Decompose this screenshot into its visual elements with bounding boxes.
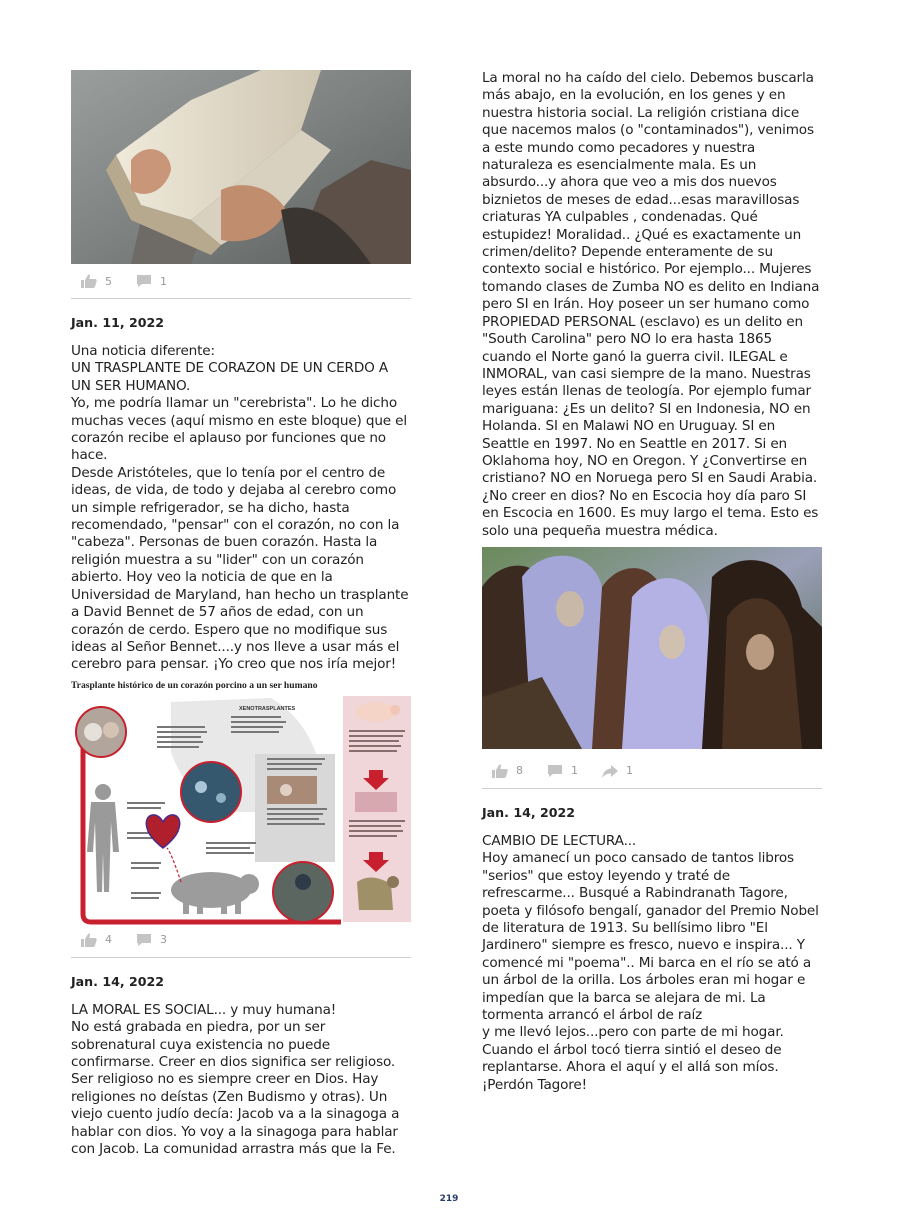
post-body: Una noticia diferente: UN TRASPLANTE DE CORAZON DE UN CERDO A UN SER HUMANO. Yo, me podría llamar un "cerebrista". Lo he dicho muchas veces (aquí mismo en este bloque) que el corazón recibe el aplauso por funciones que no hace. Desde Aristóteles, que lo tenía por el centro de ideas, de vida, de todo y dejaba al cerebro como un simple refrigerador, se ha dicho, hasta recomendado, "pensar" con el corazón, no con la "cabeza". Personas de buen corazón. Hasta la religión muestra a su "lider" con un corazón abierto. Hoy veo la noticia de que en la Universidad de Maryland, han hecho un trasplante a David Bennet de 57 años de edad, con un corazón de cerdo. Espero que no modifique sus ideas al Señor Bennet....y nos lleve a usar más el cerebro para pensar. ¡Yo creo que nos iría mejor! — [71, 343, 409, 673]
share-arrow-icon — [602, 764, 618, 778]
thumbs-up-icon — [81, 274, 97, 288]
comment-count: 3 — [160, 933, 167, 947]
post-date: Jan. 14, 2022 — [482, 804, 576, 820]
share-count: 1 — [626, 764, 633, 778]
like-count: 4 — [105, 933, 112, 947]
comment-group[interactable] — [136, 274, 167, 288]
book-photo — [71, 70, 411, 264]
infographic-title: Trasplante histórico de un corazón porcino a un ser humano — [71, 679, 318, 691]
comment-group[interactable] — [136, 933, 167, 947]
pig-heart-infographic — [71, 680, 411, 926]
page-number: 219 — [439, 1194, 459, 1204]
veiled-women-photo — [482, 547, 822, 749]
thumbs-up-icon — [492, 764, 508, 778]
post-body-continuation: La moral no ha caído del cielo. Debemos buscarla más abajo, en la evolución, en los genes y en nuestra historia social. La religión cristiana dice que nacemos malos (o "contaminados"), venimos a este mundo como pecadores y nuestra naturaleza es esencialmente mala. Es un absurdo...y ahora que veo a mis dos nuevos biznietos de meses de edad...esas maravillosas criaturas YA culpables , condenadas. Qué estupidez! Moralidad.. ¿Qué es exactamente un crimen/delito? Depende enteramente de su contexto social e histórico. Por ejemplo... Mujeres tomando clases de Zumba NO es delito en Indiana pero SI en Irán. Hoy poseer un ser humano como PROPIEDAD PERSONAL (esclavo) es un delito en "South Carolina" pero NO lo era hasta 1865 cuando el Norte ganó la guerra civil. ILEGAL e INMORAL, van casi siempre de la mano. Nuestras leyes están llenas de teología. Por ejemplo fumar mariguana: ¿Es un delito? SI en Indonesia, NO en Holanda. SI en Malawi NO en Uruguay. SI en Seattle en 1997. No en Seattle en 2017. Si en Oklahoma hoy, NO en Oregon. Y ¿Convertirse en cristiano? NO en Noruega pero SI en Saudi Arabia. ¿No creer en dios? No en Escocia hoy día paro SI en Escocia en 1600. Es muy largo el tema. Esto es solo una pequeña muestra médica. — [482, 70, 820, 539]
like-count: 5 — [105, 274, 112, 288]
thumbs-up-icon — [81, 933, 97, 947]
xeno-heading: XENOTRASPLANTES — [239, 705, 296, 712]
infographic-graphics — [71, 692, 411, 926]
post-action-bar — [81, 271, 411, 291]
comment-icon — [136, 933, 152, 947]
book-illustration — [71, 70, 411, 264]
post-date: Jan. 11, 2022 — [71, 315, 165, 330]
right-column — [482, 70, 822, 1094]
share-group[interactable] — [602, 764, 633, 778]
comment-group[interactable] — [547, 764, 578, 778]
left-column — [71, 70, 411, 1158]
post-body: LA MORAL ES SOCIAL... y muy humana! No está grabada en piedra, por un ser sobrenatural cuya existencia no puede confirmarse. Creer en dios significa ser religioso. Ser religioso no es siempre creer en Dios. Hay religiones no deístas (Zen Budismo y otras). Un viejo cuento judío decía: Jacob va a la sinagoga a hablar con dios. Yo voy a la sinagoga para hablar con Jacob. La comunidad arrastra más que la Fe. — [71, 1001, 400, 1157]
post-action-bar — [81, 930, 411, 950]
separator — [71, 298, 411, 299]
comment-icon — [547, 764, 563, 778]
like-group[interactable] — [81, 933, 112, 947]
veiled-women-illustration — [482, 547, 822, 749]
separator — [71, 957, 411, 958]
separator — [482, 788, 822, 789]
comment-count: 1 — [571, 764, 578, 778]
post-body: CAMBIO DE LECTURA... Hoy amanecí un poco cansado de tantos libros "serios" que estoy leyendo y traté de refrescarme... Busqué a Rabindranath Tagore, poeta y filósofo bengalí, ganador del Premio Nobel de literatura de 1913. Su bellísimo libro "El Jardinero" siempre es fresco, nuevo e inspira... Y comencé mi "poema".. Mi barca en el río se ató a un árbol de la orilla. Los árboles eran mi hogar e impedían que la barca se alejara de mi. La tormenta arrancó el árbol de raíz y me llevó lejos...pero con parte de mi hogar. Cuando el árbol tocó tierra sintió el deseo de replantarse. Ahora el aquí y el allá son míos. ¡Perdón Tagore! — [482, 832, 819, 1093]
post-action-bar — [492, 761, 822, 781]
post-date: Jan. 14, 2022 — [71, 973, 165, 989]
like-count: 8 — [516, 764, 523, 778]
like-group[interactable] — [81, 274, 112, 288]
comment-count: 1 — [160, 274, 167, 288]
comment-icon — [136, 274, 152, 288]
like-group[interactable] — [492, 764, 523, 778]
